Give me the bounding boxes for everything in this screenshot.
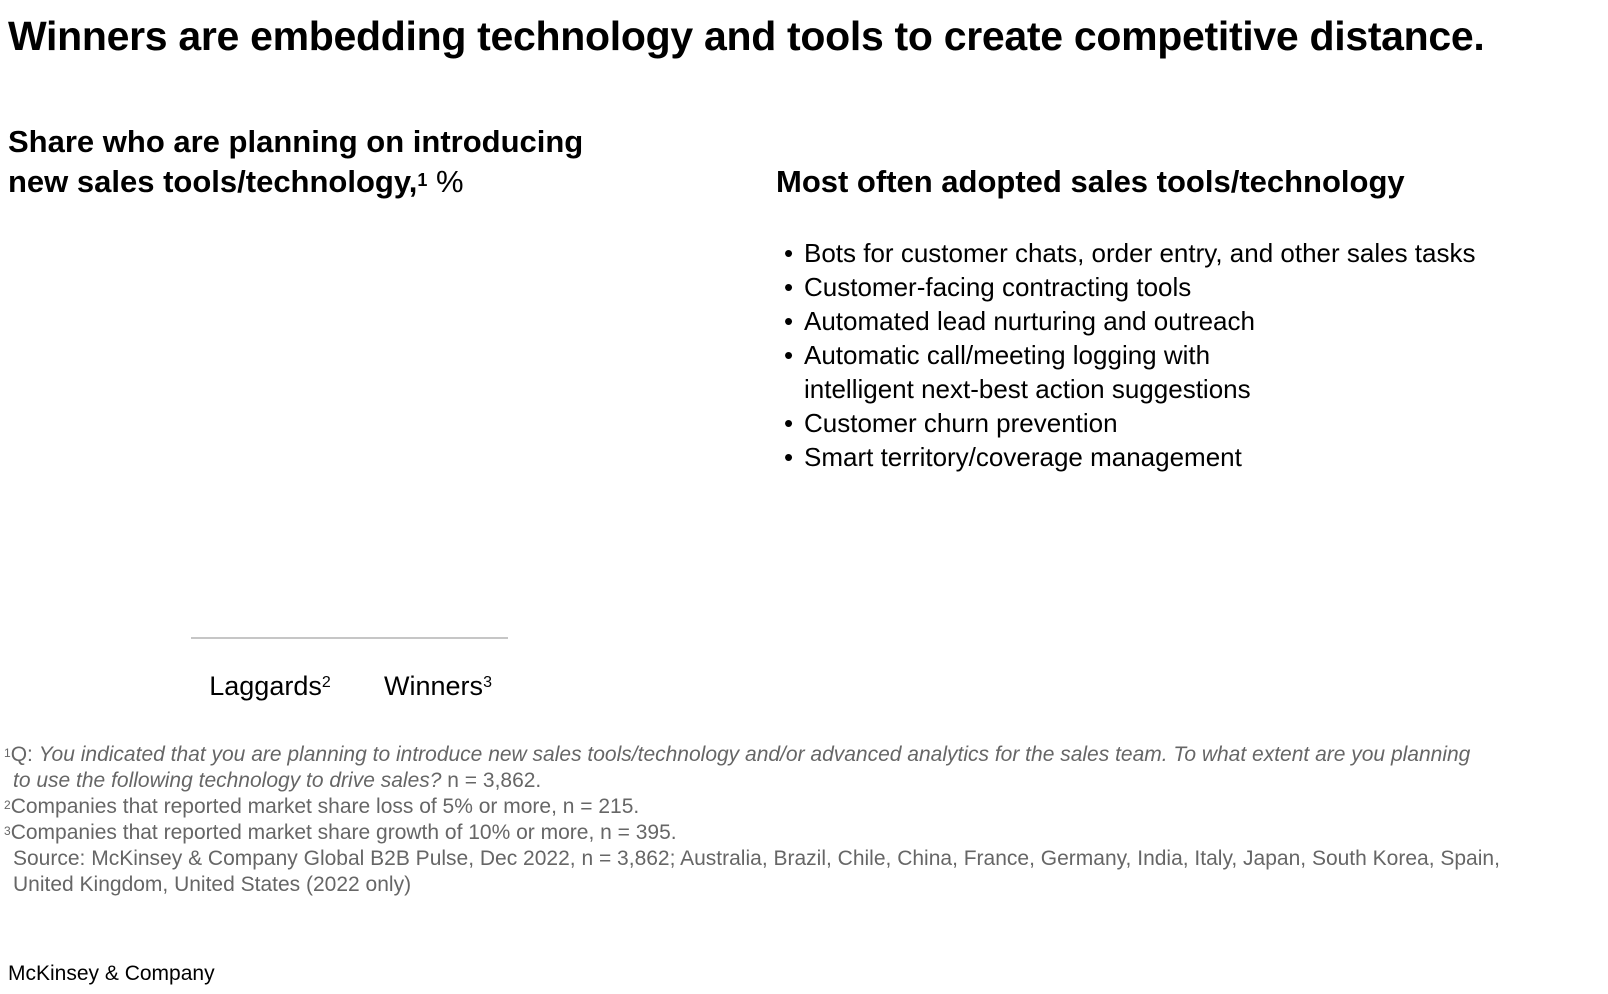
brand-logo-text: McKinsey & Company bbox=[8, 962, 215, 985]
bullet-icon: • bbox=[784, 272, 794, 302]
bar-chart bbox=[8, 200, 748, 710]
chart-title-line2 bbox=[8, 162, 583, 202]
category-label-laggards bbox=[209, 670, 331, 702]
tools-list-item-text: Automatic call/meeting logging with intelligent next-best action suggestions bbox=[804, 340, 1251, 404]
source-line-1: Source: McKinsey & Company Global B2B Pulse, Dec 2022, n = 3,862; Australia, Brazil, Chile, China, France, Germany, India, Italy, Japan, South Korea, Spain, bbox=[13, 847, 1500, 870]
category-label-laggards-text: Laggards bbox=[209, 671, 322, 701]
tools-list-item bbox=[784, 338, 1475, 406]
chart-title-line1: Share who are planning on introducing bbox=[8, 124, 584, 159]
footnote-1-question-cont: to use the following technology to drive sales? bbox=[13, 769, 442, 792]
tools-list-item-text: Customer-facing contracting tools bbox=[804, 272, 1192, 302]
tools-list-item-text: Automated lead nurturing and outreach bbox=[804, 306, 1255, 336]
tools-list-item bbox=[784, 406, 1475, 440]
footnote-2-marker: 2 bbox=[4, 798, 11, 812]
footnote-1-continuation bbox=[4, 768, 1604, 794]
bar-chart-svg bbox=[8, 200, 748, 710]
footnote-1-marker: 1 bbox=[4, 746, 11, 760]
source-line-2: United Kingdom, United States (2022 only) bbox=[13, 873, 412, 896]
tools-list-item-text: Smart territory/coverage management bbox=[804, 442, 1242, 472]
footnote-3 bbox=[4, 820, 1604, 846]
bullet-icon: • bbox=[784, 306, 794, 336]
tools-list-item-text: Bots for customer chats, order entry, and other sales tasks bbox=[804, 238, 1476, 268]
tools-list-item bbox=[784, 440, 1475, 474]
source-note bbox=[4, 846, 1604, 898]
footnote-1-question: You indicated that you are planning to introduce new sales tools/technology and/or advanced analytics for the sales team. To what extent are you planning bbox=[38, 743, 1471, 766]
footnote-2-text: Companies that reported market share loss of 5% or more, n = 215. bbox=[10, 795, 640, 818]
tools-list-item bbox=[784, 304, 1475, 338]
bullet-icon: • bbox=[784, 238, 794, 268]
chart-title bbox=[8, 122, 583, 202]
footnote-2 bbox=[4, 794, 1604, 820]
chart-title-footnote-marker: 1 bbox=[417, 170, 428, 190]
tools-list-item-text: Customer churn prevention bbox=[804, 408, 1118, 438]
bullet-icon: • bbox=[784, 408, 794, 438]
footnote-3-text: Companies that reported market share growth of 10% or more, n = 395. bbox=[10, 821, 677, 844]
category-label-winners-text: Winners bbox=[384, 671, 484, 701]
winners-footnote-marker: 3 bbox=[483, 674, 492, 691]
footnote-1 bbox=[4, 742, 1604, 794]
bullet-icon: • bbox=[784, 442, 794, 472]
tools-list-item bbox=[784, 270, 1475, 304]
tools-list-title: Most often adopted sales tools/technology bbox=[776, 164, 1405, 199]
chart-title-line2-text: new sales tools/technology, bbox=[8, 164, 418, 199]
footnote-1-label: Q: bbox=[10, 743, 39, 766]
footnote-1-n: n = 3,862. bbox=[441, 769, 542, 792]
laggards-footnote-marker: 2 bbox=[321, 674, 331, 691]
tools-list bbox=[784, 236, 1475, 474]
footnote-3-marker: 3 bbox=[4, 824, 11, 838]
category-label-winners bbox=[384, 670, 492, 702]
page-headline: Winners are embedding technology and tools to create competitive distance. bbox=[8, 13, 1485, 59]
bullet-icon: • bbox=[784, 340, 794, 370]
footnotes bbox=[4, 742, 1604, 898]
tools-list-item bbox=[784, 236, 1475, 270]
chart-unit-label: % bbox=[436, 164, 464, 199]
